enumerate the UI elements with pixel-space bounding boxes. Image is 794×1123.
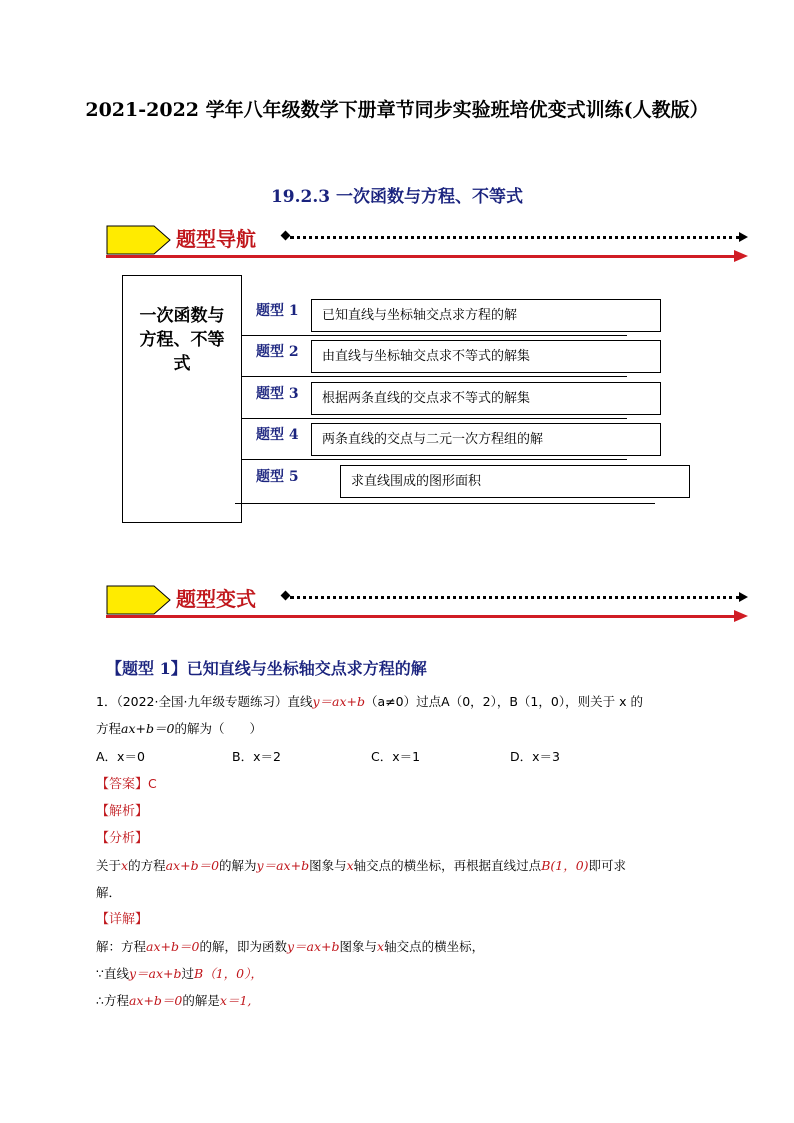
nav-tag-2: 题型 2 <box>256 344 299 360</box>
red-rule <box>106 615 738 618</box>
math-expression: ax+b＝0 <box>146 939 200 954</box>
point-a: A（0，2）， <box>441 694 510 709</box>
option-c: C．x＝1 <box>371 749 421 764</box>
red-arrow-icon <box>734 610 748 622</box>
text: 关于 <box>96 858 122 873</box>
banner-label: 题型导航 <box>176 227 256 251</box>
answer-label: 【答案】 <box>96 777 149 792</box>
text: 轴交点的横坐标， <box>384 939 485 954</box>
question-source: （2022·全国·九年级专题练习） <box>116 694 288 709</box>
text: 轴交点的横坐标，再根据直线过点 <box>353 858 542 873</box>
answer-line <box>96 775 157 794</box>
nav-item-5: 求直线围成的图形面积 <box>340 465 690 498</box>
nav-main-box <box>122 275 242 523</box>
detail-line-2 <box>96 965 263 983</box>
text: 过 <box>181 966 195 981</box>
text: ∴方程 <box>96 993 129 1008</box>
text: 的方程 <box>128 858 166 873</box>
question-number: 1． <box>96 694 117 709</box>
nav-separator <box>242 459 627 460</box>
question-text: 的解为（ ） <box>174 721 262 736</box>
nav-item-1: 已知直线与坐标轴交点求方程的解 <box>311 299 661 332</box>
math-expression: ax+b＝0 <box>128 993 183 1008</box>
math-var: x <box>346 858 354 873</box>
red-rule <box>106 255 738 258</box>
point-b: B（1，0）， <box>509 694 578 709</box>
nav-separator <box>235 503 655 504</box>
option-b: B．x＝2 <box>232 749 281 764</box>
question-line-2 <box>96 720 262 738</box>
text: 的解，即为函数 <box>199 939 287 954</box>
nav-separator <box>242 376 627 377</box>
question-line-1 <box>96 693 643 711</box>
pentagon-arrow-icon <box>106 225 172 255</box>
math-condition: （a≠0） <box>365 694 417 709</box>
text: 即可求 <box>588 858 627 873</box>
option-a: A．x＝0 <box>96 749 145 764</box>
arrow-head-icon <box>739 232 748 242</box>
math-expression: y＝ax+b <box>128 966 182 981</box>
math-var: x <box>377 939 385 954</box>
fenxi-label: 【分析】 <box>96 831 149 846</box>
dotted-rule <box>290 596 740 599</box>
nav-tag-3: 题型 3 <box>256 386 299 402</box>
diamond-icon <box>281 591 291 601</box>
fenxi-line-2: 解． <box>96 885 122 900</box>
red-arrow-icon <box>734 250 748 262</box>
math-point: B（1，0）， <box>194 966 263 981</box>
nav-item-3: 根据两条直线的交点求不等式的解集 <box>311 382 661 415</box>
math-point: B(1，0) <box>541 858 589 873</box>
nav-item-2: 由直线与坐标轴交点求不等式的解集 <box>311 340 661 373</box>
nav-tag-1: 题型 1 <box>256 303 299 319</box>
banner-navigation <box>106 225 748 265</box>
nav-main-label: 一次函数与方程、不等式 <box>139 306 225 374</box>
text: 图象与 <box>339 939 378 954</box>
text: ∵直线 <box>96 966 129 981</box>
question-text: 则关于 x 的 <box>577 694 643 709</box>
document-title: 2021-2022 学年八年级数学下册章节同步实验班培优变式训练(人教版） <box>85 99 709 121</box>
math-expression: y＝ax+b <box>286 939 340 954</box>
text: 图象与 <box>309 858 347 873</box>
math-expression: y＝ax+b <box>312 694 366 709</box>
math-expression: y＝ax+b <box>256 858 310 873</box>
nav-tag-4: 题型 4 <box>256 427 299 443</box>
math-var: x <box>121 858 129 873</box>
math-expression: ax+b＝0 <box>165 858 220 873</box>
arrow-head-icon <box>739 592 748 602</box>
pentagon-arrow-icon <box>106 585 172 615</box>
section-heading: 【题型 1】已知直线与坐标轴交点求方程的解 <box>106 659 427 678</box>
detail-line-3 <box>96 992 251 1010</box>
question-text: 过点 <box>416 694 442 709</box>
fenxi-line-1 <box>96 857 626 875</box>
nav-item-4: 两条直线的交点与二元一次方程组的解 <box>311 423 661 456</box>
diamond-icon <box>281 231 291 241</box>
banner-label: 题型变式 <box>176 587 256 611</box>
banner-variant <box>106 585 748 625</box>
detail-label: 【详解】 <box>96 912 149 927</box>
text: 的解为 <box>219 858 257 873</box>
nav-separator <box>242 335 627 336</box>
math-solution: x＝1, <box>219 993 252 1008</box>
dotted-rule <box>290 236 740 239</box>
option-d: D．x＝3 <box>510 749 560 764</box>
question-text: 方程 <box>96 721 122 736</box>
detail-line-1 <box>96 938 484 956</box>
text: 的解是 <box>182 993 220 1008</box>
nav-tag-5: 题型 5 <box>256 469 299 485</box>
math-expression: ax+b＝0 <box>121 721 175 736</box>
answer-value: C <box>148 776 157 791</box>
nav-separator <box>242 418 627 419</box>
question-text: 直线 <box>287 694 313 709</box>
text: 解：方程 <box>96 939 147 954</box>
analysis-label: 【解析】 <box>96 804 149 819</box>
section-subtitle: 19.2.3 一次函数与方程、不等式 <box>270 187 524 207</box>
